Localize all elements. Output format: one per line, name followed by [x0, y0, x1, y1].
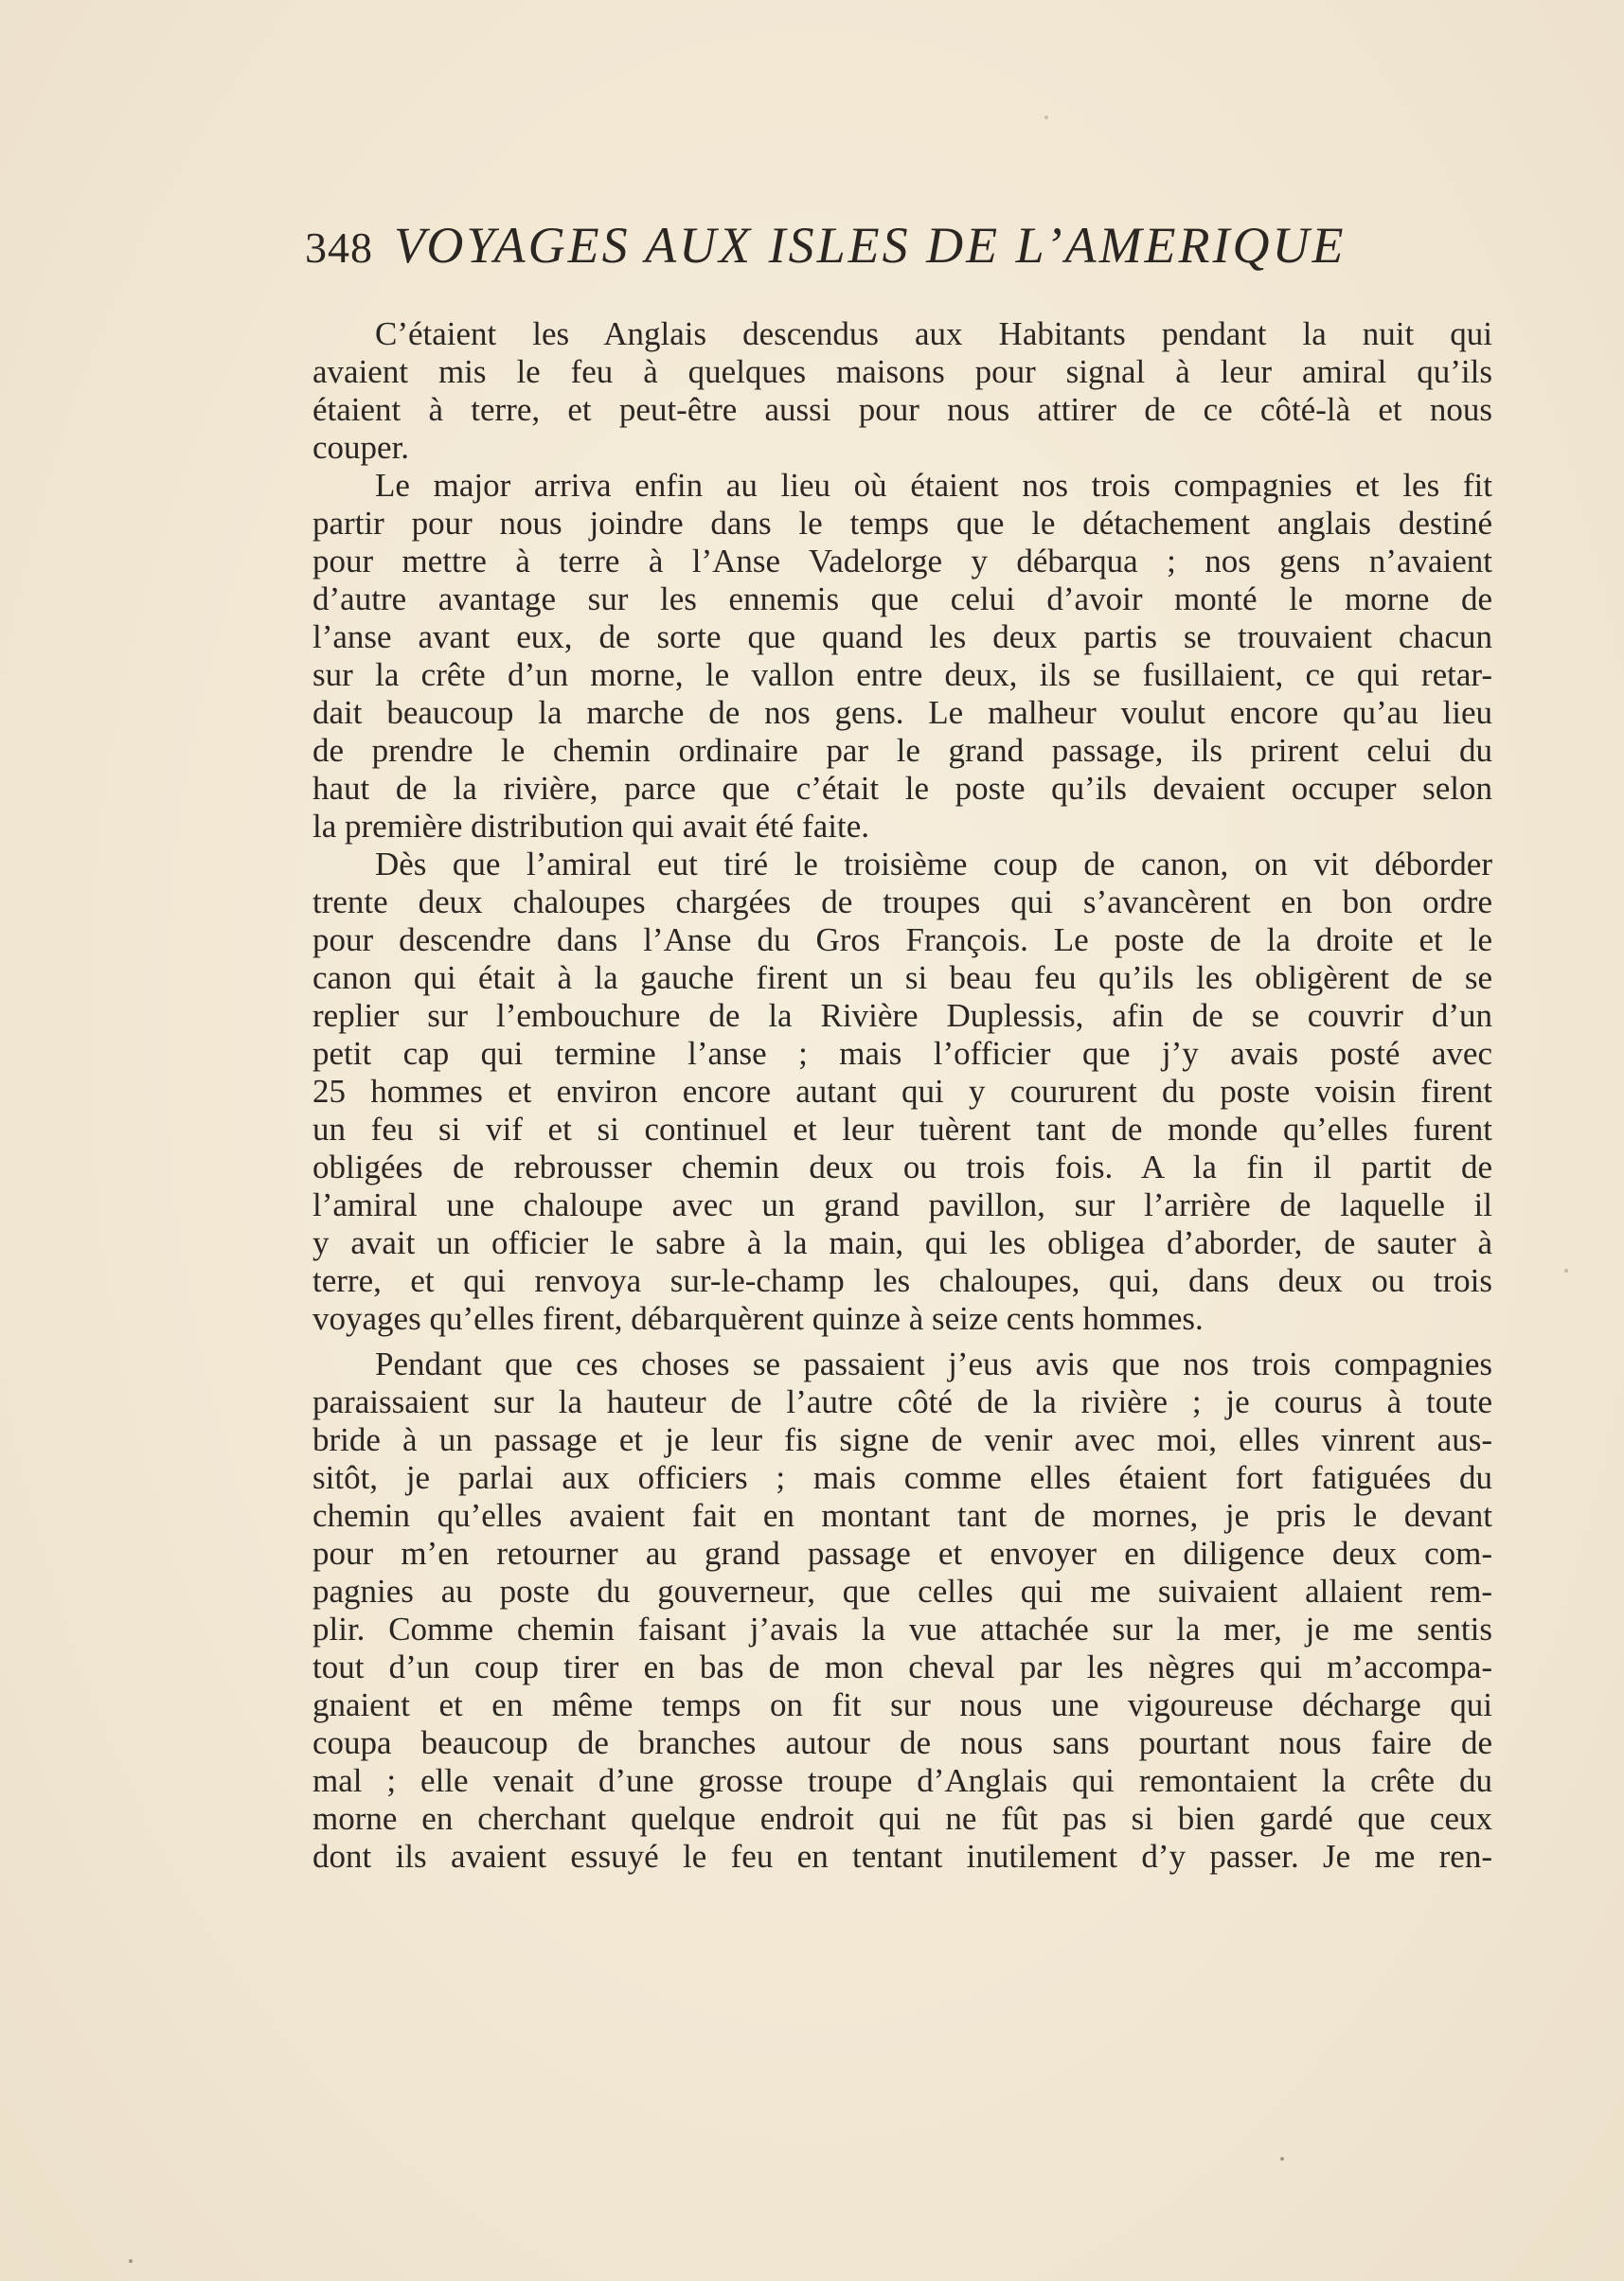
- paragraph-3: [312, 846, 1492, 1338]
- text-line: l’amiral une chaloupe avec un grand pavillon, sur l’arrière de laquelle il: [312, 1186, 1492, 1223]
- text-line: coupa beaucoup de branches autour de nous sans pourtant nous faire de: [312, 1724, 1492, 1761]
- text-line: l’anse avant eux, de sorte que quand les deux partis se trouvaient chacun: [312, 618, 1492, 655]
- text-line: morne en cherchant quelque endroit qui ne fût pas si bien gardé que ceux: [312, 1800, 1492, 1837]
- text-line: dont ils avaient essuyé le feu en tentant inutilement d’y passer. Je me ren-: [312, 1838, 1492, 1875]
- text-line: étaient à terre, et peut-être aussi pour nous attirer de ce côté-là et nous: [312, 391, 1492, 428]
- text-line: d’autre avantage sur les ennemis que celui d’avoir monté le morne de: [312, 580, 1492, 617]
- text-line: petit cap qui termine l’anse ; mais l’officier que j’y avais posté avec: [312, 1035, 1492, 1072]
- paper-speck: [1564, 1269, 1568, 1273]
- text-line: dait beaucoup la marche de nos gens. Le malheur voulut encore qu’au lieu: [312, 694, 1492, 731]
- paragraph-2: [312, 467, 1492, 846]
- text-line: sitôt, je parlai aux officiers ; mais comme elles étaient fort fatiguées du: [312, 1459, 1492, 1496]
- text-line: gnaient et en même temps on fit sur nous une vigoureuse décharge qui: [312, 1686, 1492, 1723]
- text-line: de prendre le chemin ordinaire par le grand passage, ils prirent celui du: [312, 732, 1492, 769]
- text-line: haut de la rivière, parce que c’était le poste qu’ils devaient occuper selon: [312, 770, 1492, 807]
- paragraph-gap: [312, 1338, 1492, 1345]
- text-line: replier sur l’embouchure de la Rivière Duplessis, afin de se couvrir d’un: [312, 997, 1492, 1034]
- text-line: sur la crête d’un morne, le vallon entre deux, ils se fusillaient, ce qui retar-: [312, 656, 1492, 693]
- text-line: bride à un passage et je leur fis signe de venir avec moi, elles vinrent aus-: [312, 1421, 1492, 1458]
- paper-speck: [1280, 2157, 1284, 2161]
- text-line: canon qui était à la gauche firent un si beau feu qu’ils les obligèrent de se: [312, 959, 1492, 996]
- text-line: Pendant que ces choses se passaient j’eus avis que nos trois compagnies: [375, 1345, 1492, 1382]
- paragraph-1: [312, 315, 1492, 467]
- text-line: mal ; elle venait d’une grosse troupe d’Anglais qui remontaient la crête du: [312, 1762, 1492, 1799]
- text-line: chemin qu’elles avaient fait en montant tant de mornes, je pris le devant: [312, 1497, 1492, 1534]
- running-title: VOYAGES AUX ISLES DE L’AMERIQUE: [394, 217, 1347, 274]
- text-line: 25 hommes et environ encore autant qui y coururent du poste voisin firent: [312, 1073, 1492, 1110]
- text-line: plir. Comme chemin faisant j’avais la vue attachée sur la mer, je me sentis: [312, 1611, 1492, 1648]
- text-line: y avait un officier le sabre à la main, qui les obligea d’aborder, de sauter à: [312, 1224, 1492, 1261]
- page-number: 348: [305, 223, 373, 272]
- text-line: trente deux chaloupes chargées de troupes qui s’avancèrent en bon ordre: [312, 883, 1492, 920]
- text-line: la première distribution qui avait été faite.: [312, 808, 869, 845]
- text-line: terre, et qui renvoya sur-le-champ les chaloupes, qui, dans deux ou trois: [312, 1262, 1492, 1299]
- text-line: obligées de rebrousser chemin deux ou trois fois. A la fin il partit de: [312, 1149, 1492, 1185]
- text-line: pour mettre à terre à l’Anse Vadelorge y débarqua ; nos gens n’avaient: [312, 543, 1492, 579]
- body-text: [312, 315, 1492, 1876]
- text-line: partir pour nous joindre dans le temps que le détachement anglais destiné: [312, 505, 1492, 542]
- text-line: Le major arriva enfin au lieu où étaient nos trois compagnies et les fit: [375, 467, 1492, 504]
- text-line: Dès que l’amiral eut tiré le troisième coup de canon, on vit déborder: [375, 846, 1492, 882]
- text-line: tout d’un coup tirer en bas de mon cheval par les nègres qui m’accompa-: [312, 1648, 1492, 1685]
- paper-speck: [1044, 116, 1048, 119]
- text-line: pagnies au poste du gouverneur, que celles qui me suivaient allaient rem-: [312, 1573, 1492, 1610]
- text-line: paraissaient sur la hauteur de l’autre côté de la rivière ; je courus à toute: [312, 1383, 1492, 1420]
- text-line: pour descendre dans l’Anse du Gros François. Le poste de la droite et le: [312, 921, 1492, 958]
- text-line: avaient mis le feu à quelques maisons pour signal à leur amiral qu’ils: [312, 353, 1492, 390]
- text-line: pour m’en retourner au grand passage et envoyer en diligence deux com-: [312, 1535, 1492, 1572]
- text-line: C’étaient les Anglais descendus aux Habitants pendant la nuit qui: [375, 315, 1492, 352]
- page-header: [305, 216, 1498, 282]
- paper-speck: [129, 2259, 133, 2263]
- paragraph-4: [312, 1345, 1492, 1876]
- text-line: couper.: [312, 429, 410, 466]
- text-line: voyages qu’elles firent, débarquèrent quinze à seize cents hommes.: [312, 1300, 1204, 1337]
- text-line: un feu si vif et si continuel et leur tuèrent tant de monde qu’elles furent: [312, 1111, 1492, 1148]
